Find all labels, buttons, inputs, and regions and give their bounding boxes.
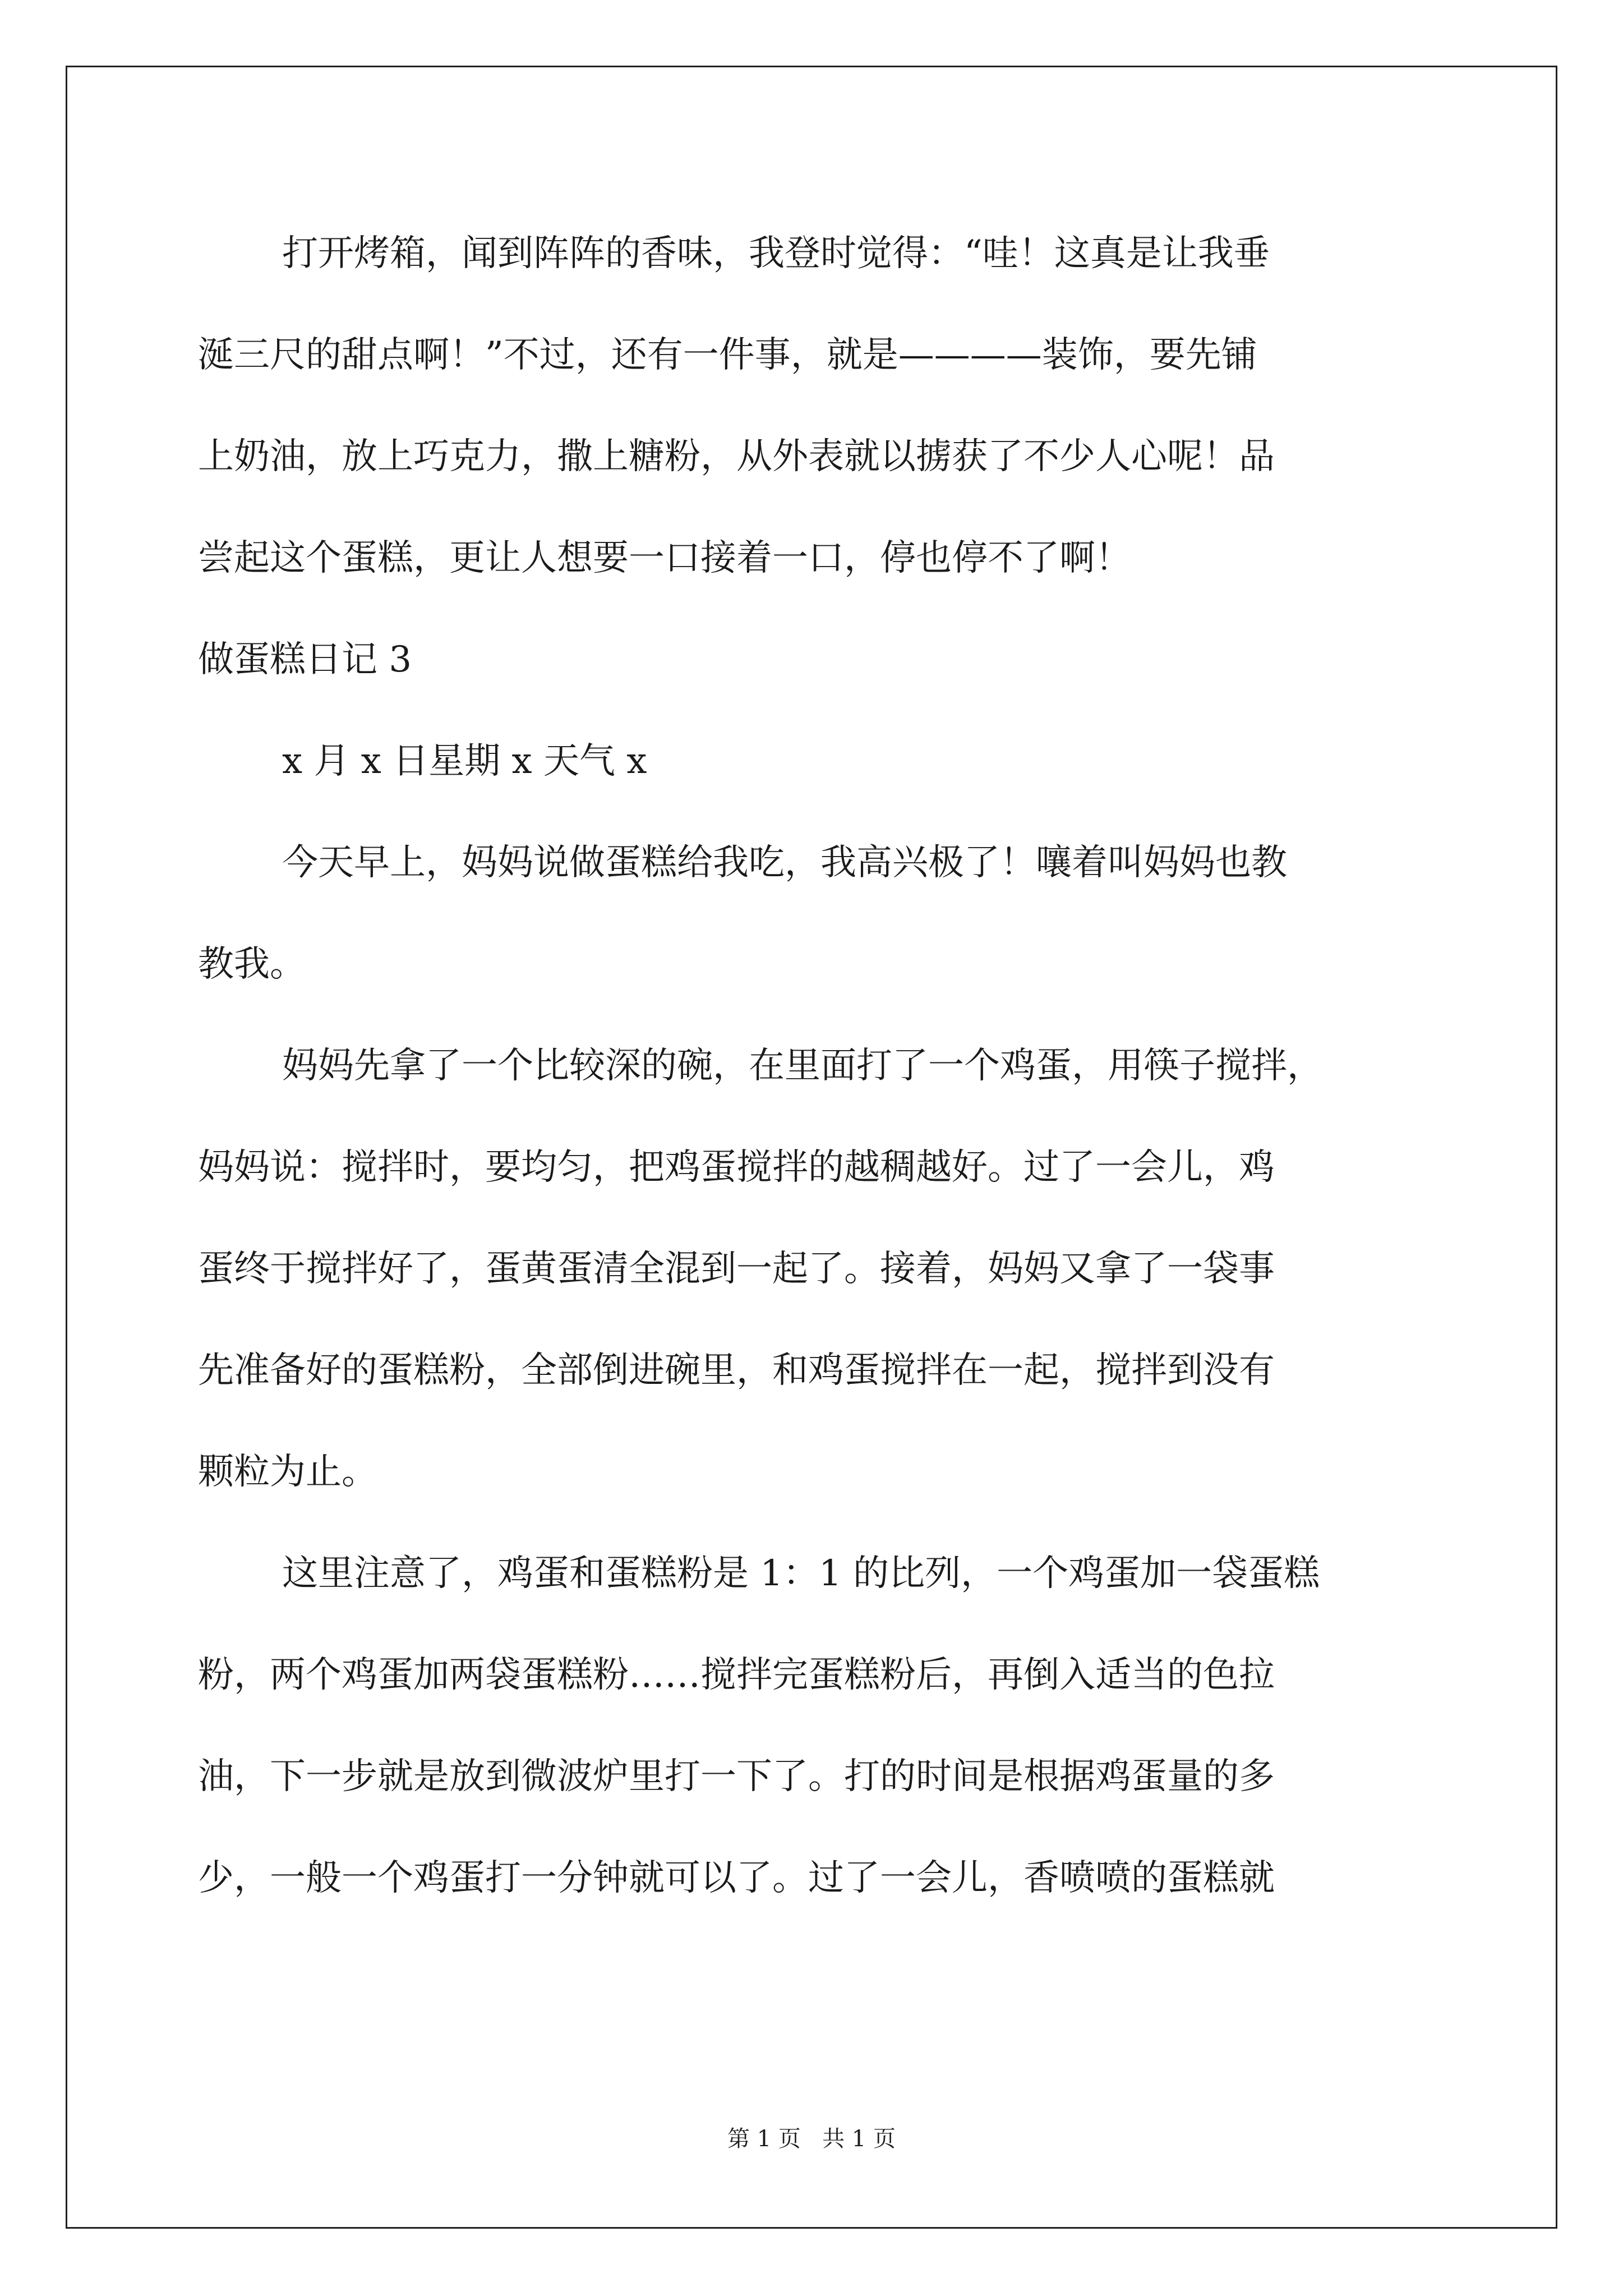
paragraph-line: 教我。 — [198, 944, 306, 985]
page-footer: 第 1 页 共 1 页 — [727, 2126, 896, 2152]
paragraph-line: 先准备好的蛋糕粉，全部倒进碗里，和鸡蛋搅拌在一起，搅拌到没有 — [198, 1350, 1275, 1391]
paragraph-line: 油，下一步就是放到微波炉里打一下了。打的时间是根据鸡蛋量的多 — [198, 1756, 1275, 1797]
paragraph-line: 打开烤箱，闻到阵阵的香味，我登时觉得：“哇！这真是让我垂 — [282, 233, 1270, 274]
paragraph-line: 妈妈先拿了一个比较深的碗，在里面打了一个鸡蛋，用筷子搅拌， — [282, 1045, 1323, 1087]
paragraph-line: 粉，两个鸡蛋加两袋蛋糕粉……搅拌完蛋糕粉后，再倒入适当的色拉 — [198, 1654, 1275, 1696]
section-heading: 做蛋糕日记 3 — [198, 639, 412, 680]
paragraph-line: 尝起这个蛋糕，更让人想要一口接着一口，停也停不了啊！ — [198, 537, 1131, 579]
paragraph-line: 少，一般一个鸡蛋打一分钟就可以了。过了一会儿，香喷喷的蛋糕就 — [198, 1857, 1275, 1899]
paragraph-line: 颗粒为止。 — [198, 1451, 377, 1493]
paragraph-line: 今天早上，妈妈说做蛋糕给我吃，我高兴极了！嚷着叫妈妈也教 — [282, 842, 1287, 884]
paragraph-line: 涎三尺的甜点啊！”不过，还有一件事，就是————装饰，要先铺 — [198, 334, 1257, 376]
paragraph-line: 妈妈说：搅拌时，要均匀，把鸡蛋搅拌的越稠越好。过了一会儿，鸡 — [198, 1147, 1275, 1188]
paragraph-line: 上奶油，放上巧克力，撒上糖粉，从外表就以掳获了不少人心呢！品 — [198, 436, 1275, 477]
paragraph-line: 蛋终于搅拌好了，蛋黄蛋清全混到一起了。接着，妈妈又拿了一袋事 — [198, 1248, 1275, 1290]
paragraph-line: 这里注意了，鸡蛋和蛋糕粉是 1：1 的比列，一个鸡蛋加一袋蛋糕 — [282, 1553, 1320, 1594]
date-weather-line: x 月 x 日星期 x 天气 x — [282, 740, 647, 782]
